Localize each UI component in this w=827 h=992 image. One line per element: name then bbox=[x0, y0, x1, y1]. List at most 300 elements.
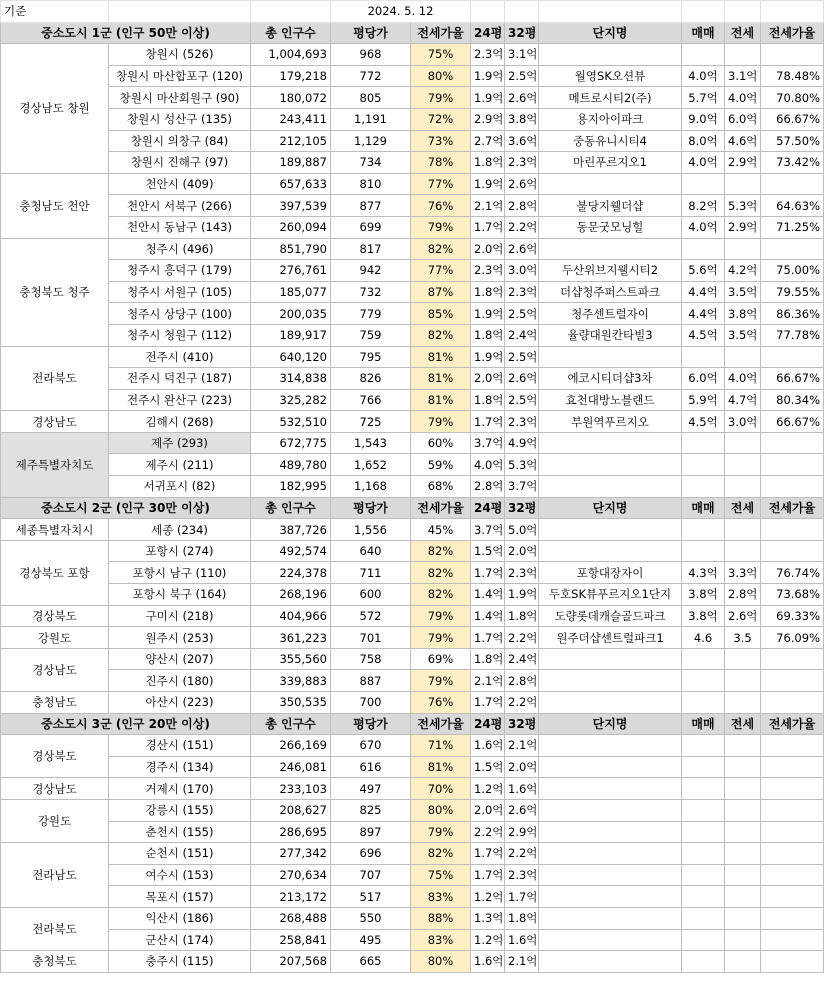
complex-name-cell[interactable]: 도량롯데캐슬골드파크 bbox=[539, 605, 682, 627]
complex-jeonse-ratio-cell[interactable]: 86.36% bbox=[761, 303, 824, 325]
complex-jeonse-ratio-cell[interactable] bbox=[761, 476, 824, 498]
complex-name-cell[interactable]: 월영SK오션뷰 bbox=[539, 65, 682, 87]
jeonse-price-cell[interactable]: 3.1억 bbox=[725, 65, 761, 87]
population-cell[interactable]: 270,634 bbox=[251, 864, 331, 886]
price-24-cell[interactable]: 1.9억 bbox=[471, 87, 505, 109]
price-24-cell[interactable]: 2.7억 bbox=[471, 130, 505, 152]
region-cell[interactable]: 전라북도 bbox=[1, 907, 109, 950]
complex-jeonse-ratio-cell[interactable]: 76.09% bbox=[761, 627, 824, 649]
column-header[interactable]: 총 인구수 bbox=[251, 713, 331, 735]
price-24-cell[interactable]: 1.5억 bbox=[471, 756, 505, 778]
price-24-cell[interactable]: 2.8억 bbox=[471, 476, 505, 498]
complex-jeonse-ratio-cell[interactable]: 73.42% bbox=[761, 152, 824, 174]
sale-price-cell[interactable] bbox=[682, 346, 725, 368]
complex-jeonse-ratio-cell[interactable] bbox=[761, 929, 824, 951]
complex-name-cell[interactable] bbox=[539, 454, 682, 476]
region-cell[interactable]: 전라남도 bbox=[1, 843, 109, 908]
jeonse-price-cell[interactable] bbox=[725, 670, 761, 692]
price-32-cell[interactable]: 3.1억 bbox=[505, 44, 539, 66]
price-24-cell[interactable]: 2.0억 bbox=[471, 799, 505, 821]
price-per-pyeong-cell[interactable]: 805 bbox=[331, 87, 411, 109]
jeonse-ratio-cell[interactable]: 69% bbox=[411, 648, 471, 670]
complex-name-cell[interactable] bbox=[539, 648, 682, 670]
complex-jeonse-ratio-cell[interactable] bbox=[761, 778, 824, 800]
column-header[interactable]: 단지명 bbox=[539, 497, 682, 519]
jeonse-ratio-cell[interactable]: 80% bbox=[411, 65, 471, 87]
price-24-cell[interactable]: 1.5억 bbox=[471, 540, 505, 562]
jeonse-price-cell[interactable] bbox=[725, 778, 761, 800]
jeonse-ratio-cell[interactable]: 87% bbox=[411, 281, 471, 303]
price-per-pyeong-cell[interactable]: 887 bbox=[331, 670, 411, 692]
price-24-cell[interactable]: 1.7억 bbox=[471, 864, 505, 886]
jeonse-price-cell[interactable] bbox=[725, 44, 761, 66]
jeonse-ratio-cell[interactable]: 77% bbox=[411, 260, 471, 282]
price-32-cell[interactable]: 2.3억 bbox=[505, 411, 539, 433]
jeonse-ratio-cell[interactable]: 78% bbox=[411, 152, 471, 174]
jeonse-ratio-cell[interactable]: 82% bbox=[411, 584, 471, 606]
jeonse-price-cell[interactable]: 2.9억 bbox=[725, 152, 761, 174]
population-cell[interactable]: 492,574 bbox=[251, 540, 331, 562]
group-title[interactable]: 중소도시 2군 (인구 30만 이상) bbox=[1, 497, 251, 519]
price-per-pyeong-cell[interactable]: 725 bbox=[331, 411, 411, 433]
price-32-cell[interactable]: 2.8억 bbox=[505, 670, 539, 692]
column-header[interactable]: 전세가율 bbox=[411, 497, 471, 519]
jeonse-price-cell[interactable] bbox=[725, 735, 761, 757]
price-per-pyeong-cell[interactable]: 1,652 bbox=[331, 454, 411, 476]
price-32-cell[interactable]: 3.7억 bbox=[505, 476, 539, 498]
jeonse-price-cell[interactable] bbox=[725, 799, 761, 821]
price-per-pyeong-cell[interactable]: 758 bbox=[331, 648, 411, 670]
price-24-cell[interactable]: 1.2억 bbox=[471, 929, 505, 951]
price-24-cell[interactable]: 2.9억 bbox=[471, 108, 505, 130]
price-32-cell[interactable]: 3.6억 bbox=[505, 130, 539, 152]
price-per-pyeong-cell[interactable]: 699 bbox=[331, 216, 411, 238]
population-cell[interactable]: 1,004,693 bbox=[251, 44, 331, 66]
price-per-pyeong-cell[interactable]: 616 bbox=[331, 756, 411, 778]
complex-name-cell[interactable] bbox=[539, 864, 682, 886]
column-header[interactable]: 매매 bbox=[682, 497, 725, 519]
population-cell[interactable]: 185,077 bbox=[251, 281, 331, 303]
complex-name-cell[interactable]: 두호SK뷰푸르지오1단지 bbox=[539, 584, 682, 606]
price-per-pyeong-cell[interactable]: 670 bbox=[331, 735, 411, 757]
population-cell[interactable]: 361,223 bbox=[251, 627, 331, 649]
city-cell[interactable]: 제주 (293) bbox=[109, 432, 251, 454]
complex-name-cell[interactable]: 원주더샵센트럴파크1 bbox=[539, 627, 682, 649]
jeonse-price-cell[interactable]: 3.5억 bbox=[725, 281, 761, 303]
population-cell[interactable]: 212,105 bbox=[251, 130, 331, 152]
price-32-cell[interactable]: 2.3억 bbox=[505, 864, 539, 886]
population-cell[interactable]: 851,790 bbox=[251, 238, 331, 260]
population-cell[interactable]: 325,282 bbox=[251, 389, 331, 411]
sale-price-cell[interactable] bbox=[682, 821, 725, 843]
jeonse-price-cell[interactable] bbox=[725, 173, 761, 195]
price-24-cell[interactable]: 1.3억 bbox=[471, 907, 505, 929]
region-cell[interactable]: 경상북도 bbox=[1, 605, 109, 627]
complex-jeonse-ratio-cell[interactable] bbox=[761, 756, 824, 778]
jeonse-price-cell[interactable] bbox=[725, 951, 761, 973]
price-32-cell[interactable]: 4.9억 bbox=[505, 432, 539, 454]
jeonse-ratio-cell[interactable]: 76% bbox=[411, 195, 471, 217]
complex-jeonse-ratio-cell[interactable]: 66.67% bbox=[761, 368, 824, 390]
population-cell[interactable]: 207,568 bbox=[251, 951, 331, 973]
jeonse-price-cell[interactable]: 3.3억 bbox=[725, 562, 761, 584]
sale-price-cell[interactable] bbox=[682, 670, 725, 692]
column-header[interactable]: 32평 bbox=[505, 22, 539, 44]
region-cell[interactable]: 강원도 bbox=[1, 627, 109, 649]
column-header[interactable]: 24평 bbox=[471, 497, 505, 519]
price-24-cell[interactable]: 2.0억 bbox=[471, 368, 505, 390]
sale-price-cell[interactable]: 4.6 bbox=[682, 627, 725, 649]
population-cell[interactable]: 355,560 bbox=[251, 648, 331, 670]
sale-price-cell[interactable] bbox=[682, 519, 725, 541]
population-cell[interactable]: 200,035 bbox=[251, 303, 331, 325]
population-cell[interactable]: 179,218 bbox=[251, 65, 331, 87]
price-32-cell[interactable]: 2.0억 bbox=[505, 756, 539, 778]
jeonse-price-cell[interactable] bbox=[725, 540, 761, 562]
jeonse-price-cell[interactable]: 3.5억 bbox=[725, 324, 761, 346]
region-cell[interactable]: 충청북도 bbox=[1, 951, 109, 973]
sale-price-cell[interactable] bbox=[682, 540, 725, 562]
population-cell[interactable]: 182,995 bbox=[251, 476, 331, 498]
jeonse-price-cell[interactable] bbox=[725, 648, 761, 670]
city-cell[interactable]: 경산시 (151) bbox=[109, 735, 251, 757]
sale-price-cell[interactable] bbox=[682, 432, 725, 454]
price-24-cell[interactable]: 2.1억 bbox=[471, 670, 505, 692]
jeonse-ratio-cell[interactable]: 85% bbox=[411, 303, 471, 325]
jeonse-price-cell[interactable]: 4.2억 bbox=[725, 260, 761, 282]
price-24-cell[interactable]: 1.7억 bbox=[471, 627, 505, 649]
column-header[interactable]: 전세 bbox=[725, 497, 761, 519]
price-per-pyeong-cell[interactable]: 1,168 bbox=[331, 476, 411, 498]
city-cell[interactable]: 전주시 완산구 (223) bbox=[109, 389, 251, 411]
city-cell[interactable]: 김해시 (268) bbox=[109, 411, 251, 433]
price-per-pyeong-cell[interactable]: 795 bbox=[331, 346, 411, 368]
complex-name-cell[interactable] bbox=[539, 238, 682, 260]
complex-name-cell[interactable] bbox=[539, 799, 682, 821]
price-24-cell[interactable]: 1.8억 bbox=[471, 389, 505, 411]
price-per-pyeong-cell[interactable]: 734 bbox=[331, 152, 411, 174]
jeonse-price-cell[interactable]: 4.0억 bbox=[725, 87, 761, 109]
price-per-pyeong-cell[interactable]: 711 bbox=[331, 562, 411, 584]
complex-name-cell[interactable] bbox=[539, 540, 682, 562]
sale-price-cell[interactable] bbox=[682, 907, 725, 929]
city-cell[interactable]: 천안시 동남구 (143) bbox=[109, 216, 251, 238]
region-cell[interactable]: 충청남도 bbox=[1, 692, 109, 714]
price-24-cell[interactable]: 3.7억 bbox=[471, 432, 505, 454]
price-24-cell[interactable]: 1.4억 bbox=[471, 605, 505, 627]
population-cell[interactable]: 258,841 bbox=[251, 929, 331, 951]
price-32-cell[interactable]: 2.3억 bbox=[505, 281, 539, 303]
complex-jeonse-ratio-cell[interactable]: 57.50% bbox=[761, 130, 824, 152]
city-cell[interactable]: 창원시 마산합포구 (120) bbox=[109, 65, 251, 87]
city-cell[interactable]: 창원시 의창구 (84) bbox=[109, 130, 251, 152]
sale-price-cell[interactable] bbox=[682, 735, 725, 757]
price-24-cell[interactable]: 1.7억 bbox=[471, 843, 505, 865]
price-32-cell[interactable]: 2.1억 bbox=[505, 951, 539, 973]
price-32-cell[interactable]: 2.5억 bbox=[505, 346, 539, 368]
jeonse-price-cell[interactable] bbox=[725, 238, 761, 260]
sale-price-cell[interactable] bbox=[682, 778, 725, 800]
price-32-cell[interactable]: 2.9억 bbox=[505, 821, 539, 843]
sale-price-cell[interactable]: 4.5억 bbox=[682, 324, 725, 346]
price-24-cell[interactable]: 1.9억 bbox=[471, 173, 505, 195]
city-cell[interactable]: 군산시 (174) bbox=[109, 929, 251, 951]
population-cell[interactable]: 233,103 bbox=[251, 778, 331, 800]
complex-name-cell[interactable]: 효천대방노블랜드 bbox=[539, 389, 682, 411]
price-24-cell[interactable]: 4.0억 bbox=[471, 454, 505, 476]
price-per-pyeong-cell[interactable]: 600 bbox=[331, 584, 411, 606]
complex-jeonse-ratio-cell[interactable] bbox=[761, 951, 824, 973]
date-cell[interactable]: 2024. 5. 12 bbox=[331, 1, 471, 23]
city-cell[interactable]: 원주시 (253) bbox=[109, 627, 251, 649]
city-cell[interactable]: 춘천시 (155) bbox=[109, 821, 251, 843]
sale-price-cell[interactable] bbox=[682, 238, 725, 260]
complex-jeonse-ratio-cell[interactable]: 64.63% bbox=[761, 195, 824, 217]
complex-name-cell[interactable]: 불당지웰더샵 bbox=[539, 195, 682, 217]
sale-price-cell[interactable] bbox=[682, 454, 725, 476]
sale-price-cell[interactable]: 4.0억 bbox=[682, 216, 725, 238]
complex-jeonse-ratio-cell[interactable]: 70.80% bbox=[761, 87, 824, 109]
price-32-cell[interactable]: 2.3억 bbox=[505, 562, 539, 584]
price-32-cell[interactable]: 2.6억 bbox=[505, 368, 539, 390]
city-cell[interactable]: 강릉시 (155) bbox=[109, 799, 251, 821]
price-per-pyeong-cell[interactable]: 1,556 bbox=[331, 519, 411, 541]
complex-name-cell[interactable] bbox=[539, 670, 682, 692]
price-per-pyeong-cell[interactable]: 700 bbox=[331, 692, 411, 714]
price-24-cell[interactable]: 1.9억 bbox=[471, 346, 505, 368]
price-32-cell[interactable]: 2.6억 bbox=[505, 173, 539, 195]
column-header[interactable]: 총 인구수 bbox=[251, 22, 331, 44]
price-per-pyeong-cell[interactable]: 572 bbox=[331, 605, 411, 627]
jeonse-price-cell[interactable] bbox=[725, 519, 761, 541]
jeonse-price-cell[interactable]: 3.0억 bbox=[725, 411, 761, 433]
price-24-cell[interactable]: 1.7억 bbox=[471, 216, 505, 238]
price-24-cell[interactable]: 1.9억 bbox=[471, 303, 505, 325]
price-per-pyeong-cell[interactable]: 497 bbox=[331, 778, 411, 800]
jeonse-ratio-cell[interactable]: 77% bbox=[411, 173, 471, 195]
jeonse-price-cell[interactable] bbox=[725, 843, 761, 865]
jeonse-price-cell[interactable]: 4.6억 bbox=[725, 130, 761, 152]
price-32-cell[interactable]: 2.5억 bbox=[505, 389, 539, 411]
price-24-cell[interactable]: 1.6억 bbox=[471, 951, 505, 973]
sale-price-cell[interactable] bbox=[682, 799, 725, 821]
price-32-cell[interactable]: 2.6억 bbox=[505, 87, 539, 109]
complex-jeonse-ratio-cell[interactable] bbox=[761, 44, 824, 66]
price-32-cell[interactable]: 2.2억 bbox=[505, 692, 539, 714]
price-per-pyeong-cell[interactable]: 772 bbox=[331, 65, 411, 87]
city-cell[interactable]: 창원시 성산구 (135) bbox=[109, 108, 251, 130]
jeonse-ratio-cell[interactable]: 79% bbox=[411, 821, 471, 843]
price-32-cell[interactable]: 2.5억 bbox=[505, 65, 539, 87]
price-32-cell[interactable]: 3.0억 bbox=[505, 260, 539, 282]
price-32-cell[interactable]: 2.4억 bbox=[505, 648, 539, 670]
jeonse-price-cell[interactable] bbox=[725, 929, 761, 951]
city-cell[interactable]: 세종 (234) bbox=[109, 519, 251, 541]
complex-name-cell[interactable]: 율량대원칸타빌3 bbox=[539, 324, 682, 346]
complex-name-cell[interactable]: 메트로시티2(주) bbox=[539, 87, 682, 109]
price-32-cell[interactable]: 2.5억 bbox=[505, 303, 539, 325]
complex-jeonse-ratio-cell[interactable] bbox=[761, 821, 824, 843]
jeonse-ratio-cell[interactable]: 80% bbox=[411, 951, 471, 973]
complex-jeonse-ratio-cell[interactable]: 76.74% bbox=[761, 562, 824, 584]
sale-price-cell[interactable]: 8.2억 bbox=[682, 195, 725, 217]
complex-name-cell[interactable] bbox=[539, 886, 682, 908]
jeonse-ratio-cell[interactable]: 79% bbox=[411, 670, 471, 692]
price-24-cell[interactable]: 1.2억 bbox=[471, 778, 505, 800]
sale-price-cell[interactable]: 4.5억 bbox=[682, 411, 725, 433]
column-header[interactable]: 매매 bbox=[682, 713, 725, 735]
population-cell[interactable]: 397,539 bbox=[251, 195, 331, 217]
column-header[interactable]: 전세가율 bbox=[761, 713, 824, 735]
population-cell[interactable]: 277,342 bbox=[251, 843, 331, 865]
complex-name-cell[interactable]: 용지아이파크 bbox=[539, 108, 682, 130]
city-cell[interactable]: 제주시 (211) bbox=[109, 454, 251, 476]
region-cell[interactable]: 충청북도 청주 bbox=[1, 238, 109, 346]
complex-name-cell[interactable] bbox=[539, 346, 682, 368]
price-per-pyeong-cell[interactable]: 942 bbox=[331, 260, 411, 282]
complex-jeonse-ratio-cell[interactable]: 66.67% bbox=[761, 108, 824, 130]
price-per-pyeong-cell[interactable]: 810 bbox=[331, 173, 411, 195]
jeonse-price-cell[interactable]: 2.9억 bbox=[725, 216, 761, 238]
city-cell[interactable]: 청주시 상당구 (100) bbox=[109, 303, 251, 325]
price-per-pyeong-cell[interactable]: 550 bbox=[331, 907, 411, 929]
price-32-cell[interactable]: 2.2억 bbox=[505, 627, 539, 649]
jeonse-price-cell[interactable] bbox=[725, 821, 761, 843]
population-cell[interactable]: 208,627 bbox=[251, 799, 331, 821]
price-per-pyeong-cell[interactable]: 732 bbox=[331, 281, 411, 303]
column-header[interactable]: 매매 bbox=[682, 22, 725, 44]
sale-price-cell[interactable]: 3.8억 bbox=[682, 584, 725, 606]
sale-price-cell[interactable]: 9.0억 bbox=[682, 108, 725, 130]
jeonse-price-cell[interactable]: 5.3억 bbox=[725, 195, 761, 217]
complex-name-cell[interactable]: 더샵청주퍼스트파크 bbox=[539, 281, 682, 303]
price-24-cell[interactable]: 2.3억 bbox=[471, 260, 505, 282]
column-header[interactable]: 24평 bbox=[471, 713, 505, 735]
price-32-cell[interactable]: 2.2억 bbox=[505, 843, 539, 865]
region-cell[interactable]: 경상북도 포항 bbox=[1, 540, 109, 605]
sale-price-cell[interactable]: 6.0억 bbox=[682, 368, 725, 390]
complex-name-cell[interactable]: 마린푸르지오1 bbox=[539, 152, 682, 174]
jeonse-price-cell[interactable]: 6.0억 bbox=[725, 108, 761, 130]
column-header[interactable]: 전세가율 bbox=[761, 22, 824, 44]
region-cell[interactable]: 경상북도 bbox=[1, 735, 109, 778]
complex-jeonse-ratio-cell[interactable] bbox=[761, 540, 824, 562]
jeonse-price-cell[interactable] bbox=[725, 476, 761, 498]
price-32-cell[interactable]: 2.0억 bbox=[505, 540, 539, 562]
region-cell[interactable]: 세종특별자치시 bbox=[1, 519, 109, 541]
population-cell[interactable]: 276,761 bbox=[251, 260, 331, 282]
population-cell[interactable]: 314,838 bbox=[251, 368, 331, 390]
city-cell[interactable]: 구미시 (218) bbox=[109, 605, 251, 627]
sale-price-cell[interactable]: 4.4억 bbox=[682, 303, 725, 325]
complex-name-cell[interactable] bbox=[539, 44, 682, 66]
jeonse-ratio-cell[interactable]: 60% bbox=[411, 432, 471, 454]
city-cell[interactable]: 창원시 (526) bbox=[109, 44, 251, 66]
complex-name-cell[interactable]: 포항대장자이 bbox=[539, 562, 682, 584]
complex-jeonse-ratio-cell[interactable] bbox=[761, 735, 824, 757]
city-cell[interactable]: 거제시 (170) bbox=[109, 778, 251, 800]
jeonse-price-cell[interactable]: 2.8억 bbox=[725, 584, 761, 606]
price-per-pyeong-cell[interactable]: 665 bbox=[331, 951, 411, 973]
price-per-pyeong-cell[interactable]: 707 bbox=[331, 864, 411, 886]
price-32-cell[interactable]: 5.3억 bbox=[505, 454, 539, 476]
population-cell[interactable]: 286,695 bbox=[251, 821, 331, 843]
population-cell[interactable]: 657,633 bbox=[251, 173, 331, 195]
column-header[interactable]: 총 인구수 bbox=[251, 497, 331, 519]
sale-price-cell[interactable] bbox=[682, 886, 725, 908]
complex-name-cell[interactable] bbox=[539, 951, 682, 973]
price-per-pyeong-cell[interactable]: 817 bbox=[331, 238, 411, 260]
jeonse-ratio-cell[interactable]: 88% bbox=[411, 907, 471, 929]
city-cell[interactable]: 청주시 (496) bbox=[109, 238, 251, 260]
sale-price-cell[interactable] bbox=[682, 173, 725, 195]
city-cell[interactable]: 창원시 진해구 (97) bbox=[109, 152, 251, 174]
price-24-cell[interactable]: 2.3억 bbox=[471, 44, 505, 66]
complex-jeonse-ratio-cell[interactable] bbox=[761, 173, 824, 195]
complex-jeonse-ratio-cell[interactable] bbox=[761, 670, 824, 692]
jeonse-ratio-cell[interactable]: 75% bbox=[411, 864, 471, 886]
city-cell[interactable]: 아산시 (223) bbox=[109, 692, 251, 714]
city-cell[interactable]: 진주시 (180) bbox=[109, 670, 251, 692]
complex-jeonse-ratio-cell[interactable] bbox=[761, 454, 824, 476]
population-cell[interactable]: 266,169 bbox=[251, 735, 331, 757]
complex-name-cell[interactable]: 두산위브지웰시티2 bbox=[539, 260, 682, 282]
complex-name-cell[interactable] bbox=[539, 519, 682, 541]
jeonse-ratio-cell[interactable]: 80% bbox=[411, 799, 471, 821]
population-cell[interactable]: 387,726 bbox=[251, 519, 331, 541]
column-header[interactable]: 전세가율 bbox=[411, 713, 471, 735]
price-24-cell[interactable]: 3.7억 bbox=[471, 519, 505, 541]
jeonse-ratio-cell[interactable]: 73% bbox=[411, 130, 471, 152]
complex-name-cell[interactable] bbox=[539, 907, 682, 929]
complex-jeonse-ratio-cell[interactable]: 71.25% bbox=[761, 216, 824, 238]
jeonse-ratio-cell[interactable]: 70% bbox=[411, 778, 471, 800]
jeonse-ratio-cell[interactable]: 75% bbox=[411, 44, 471, 66]
city-cell[interactable]: 천안시 (409) bbox=[109, 173, 251, 195]
population-cell[interactable]: 268,488 bbox=[251, 907, 331, 929]
price-per-pyeong-cell[interactable]: 825 bbox=[331, 799, 411, 821]
price-32-cell[interactable]: 2.6억 bbox=[505, 238, 539, 260]
price-24-cell[interactable]: 1.8억 bbox=[471, 281, 505, 303]
price-32-cell[interactable]: 2.6억 bbox=[505, 799, 539, 821]
jeonse-ratio-cell[interactable]: 79% bbox=[411, 411, 471, 433]
complex-name-cell[interactable] bbox=[539, 173, 682, 195]
population-cell[interactable]: 532,510 bbox=[251, 411, 331, 433]
complex-jeonse-ratio-cell[interactable] bbox=[761, 238, 824, 260]
jeonse-ratio-cell[interactable]: 45% bbox=[411, 519, 471, 541]
jeonse-ratio-cell[interactable]: 72% bbox=[411, 108, 471, 130]
price-per-pyeong-cell[interactable]: 1,543 bbox=[331, 432, 411, 454]
jeonse-price-cell[interactable]: 4.7억 bbox=[725, 389, 761, 411]
complex-jeonse-ratio-cell[interactable] bbox=[761, 907, 824, 929]
jeonse-ratio-cell[interactable]: 82% bbox=[411, 843, 471, 865]
sale-price-cell[interactable]: 4.3억 bbox=[682, 562, 725, 584]
city-cell[interactable]: 양산시 (207) bbox=[109, 648, 251, 670]
price-per-pyeong-cell[interactable]: 517 bbox=[331, 886, 411, 908]
complex-jeonse-ratio-cell[interactable]: 75.00% bbox=[761, 260, 824, 282]
column-header[interactable]: 평당가 bbox=[331, 713, 411, 735]
sale-price-cell[interactable]: 8.0억 bbox=[682, 130, 725, 152]
sale-price-cell[interactable]: 4.0억 bbox=[682, 152, 725, 174]
jeonse-price-cell[interactable]: 3.8억 bbox=[725, 303, 761, 325]
price-24-cell[interactable]: 1.7억 bbox=[471, 411, 505, 433]
city-cell[interactable]: 익산시 (186) bbox=[109, 907, 251, 929]
city-cell[interactable]: 전주시 (410) bbox=[109, 346, 251, 368]
city-cell[interactable]: 창원시 마산회원구 (90) bbox=[109, 87, 251, 109]
population-cell[interactable]: 224,378 bbox=[251, 562, 331, 584]
population-cell[interactable]: 189,917 bbox=[251, 324, 331, 346]
price-per-pyeong-cell[interactable]: 759 bbox=[331, 324, 411, 346]
